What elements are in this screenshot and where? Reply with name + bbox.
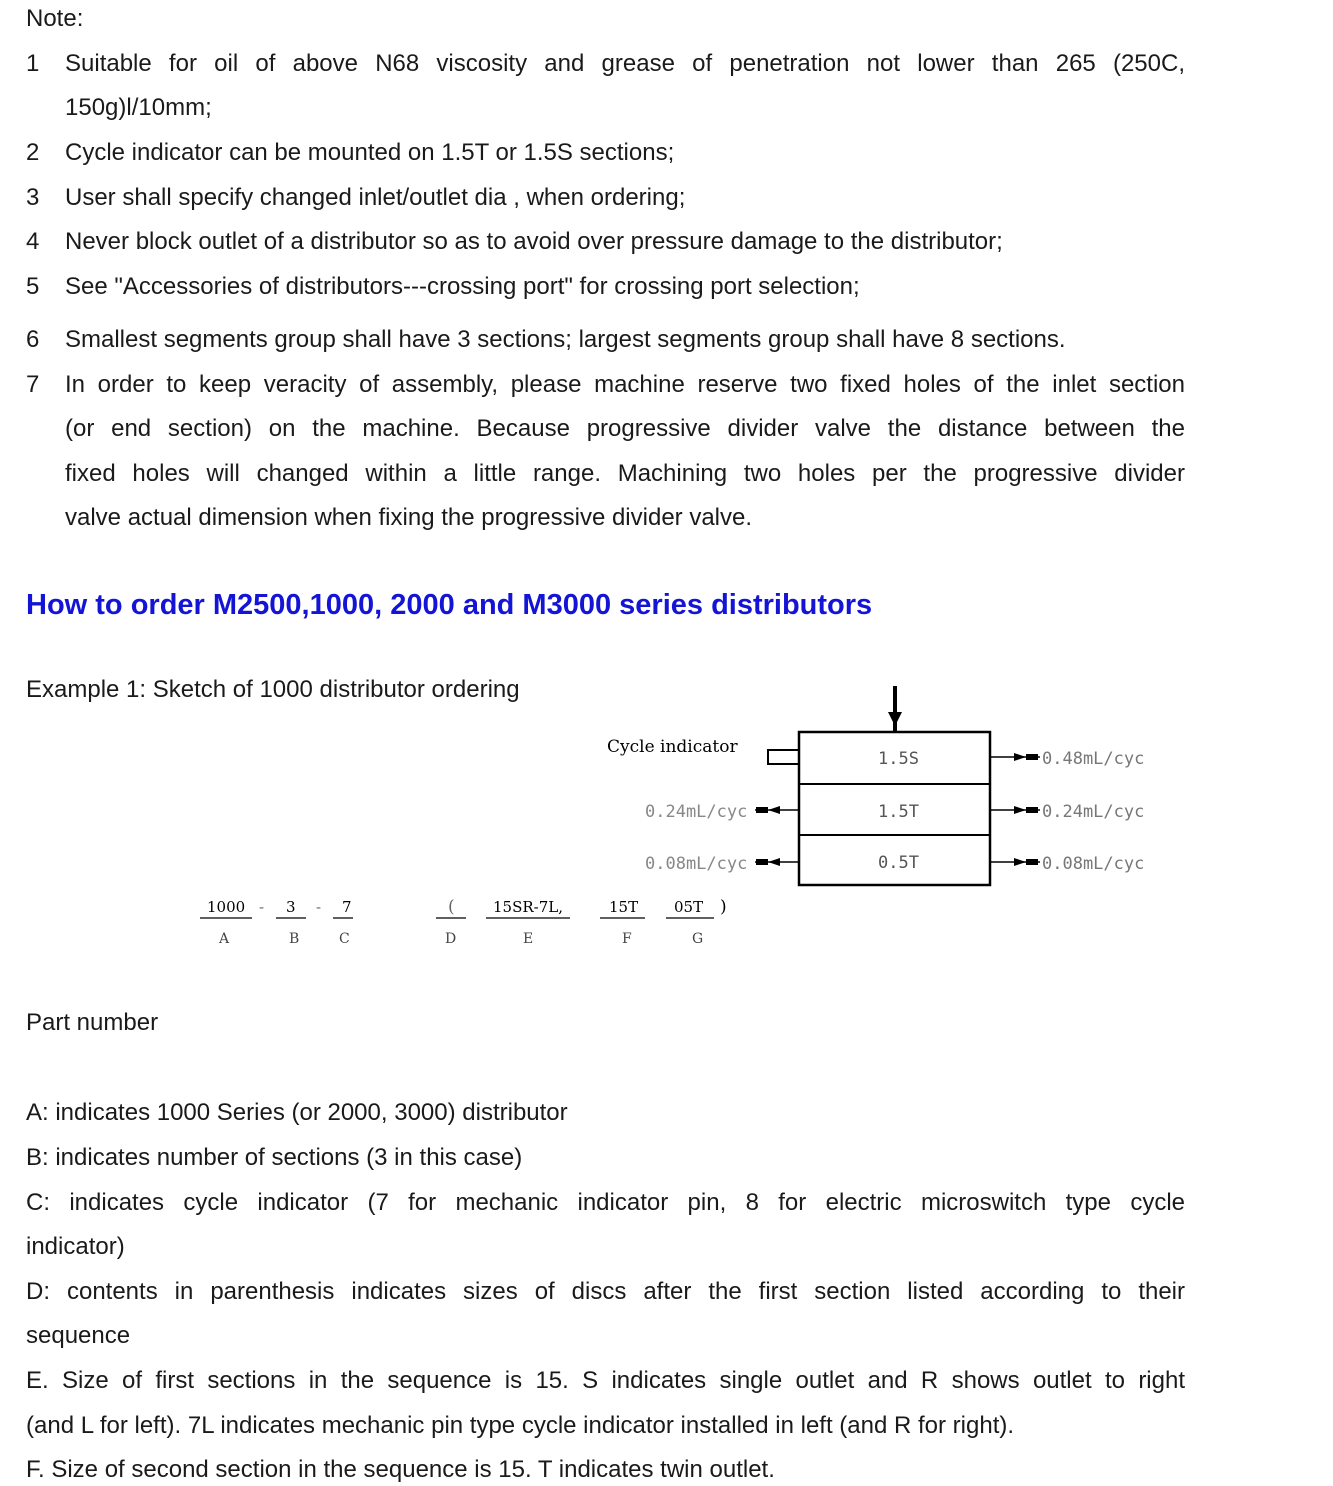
part-number-label: Part number (26, 1009, 159, 1036)
note-item-text: User shall specify changed inlet/outlet dia , when ordering; (65, 184, 686, 211)
cycle-indicator-label: Cycle indicator (607, 737, 738, 757)
note-item-number: 7 (26, 371, 40, 398)
description-line: B: indicates number of sections (3 in this case) (26, 1144, 523, 1171)
code-letter: B (289, 931, 300, 947)
code-part-a: 1000 (207, 898, 246, 916)
code-part-g: 05T (674, 898, 704, 916)
note-item-text: See "Accessories of distributors---crossing port" for crossing port selection; (65, 273, 860, 300)
note-item-text: Never block outlet of a distributor so as to avoid over pressure damage to the distributor; (65, 228, 1003, 255)
code-part-e: 15SR-7L, (493, 898, 563, 916)
code-letter: C (339, 931, 350, 947)
outlet-arrow-icon (1014, 858, 1026, 866)
note-item-text: valve actual dimension when fixing the progressive divider valve. (65, 504, 753, 531)
note-item-text: fixed holes will changed within a little range. Machining two holes per the progressive divider (65, 460, 1185, 487)
section-heading: How to order M2500,1000, 2000 and M3000 series distributors (26, 589, 873, 621)
note-item-number: 6 (26, 326, 40, 353)
outlet-flow-label: 0.08mL/cyc (645, 854, 748, 874)
description-line: indicator) (26, 1233, 125, 1260)
note-item-text: In order to keep veracity of assembly, please machine reserve two fixed holes of the inlet section (65, 371, 1185, 398)
code-letter: G (692, 931, 704, 947)
code-part-c: 7 (342, 898, 352, 916)
code-close-paren: ) (720, 897, 727, 917)
description-line: E. Size of first sections in the sequence is 15. S indicates single outlet and R shows outlet to right (26, 1367, 1185, 1394)
outlet-flow-label: 0.08mL/cyc (1042, 854, 1145, 874)
note-item-text: Smallest segments group shall have 3 sections; largest segments group shall have 8 sections. (65, 326, 1066, 353)
section-label: 1.5S (878, 749, 919, 769)
description-line: (and L for left). 7L indicates mechanic pin type cycle indicator installed in left (and R for right). (26, 1412, 1015, 1439)
note-item-number: 5 (26, 273, 40, 300)
description-line: F. Size of second section in the sequence is 15. T indicates twin outlet. (26, 1456, 775, 1483)
outlet-arrow-icon (768, 858, 780, 866)
section-label: 1.5T (878, 802, 919, 822)
outlet-flow-label: 0.24mL/cyc (1042, 802, 1145, 822)
note-item-text: 150g)l/10mm; (65, 94, 212, 121)
note-item-number: 4 (26, 228, 40, 255)
note-item-number: 1 (26, 50, 40, 77)
note-item-text: Cycle indicator can be mounted on 1.5T or 1.5S sections; (65, 139, 675, 166)
example-label: Example 1: Sketch of 1000 distributor ordering (26, 676, 520, 703)
note-item-text: (or end section) on the machine. Because progressive divider valve the distance between the (65, 415, 1185, 442)
note-item-text: Suitable for oil of above N68 viscosity and grease of penetration not lower than 265 (250C, (65, 50, 1185, 77)
outlet-flow-label: 0.48mL/cyc (1042, 749, 1145, 769)
outlet-arrow-icon (1014, 753, 1026, 761)
code-letter: A (219, 931, 230, 947)
code-open-paren: ( (448, 897, 455, 917)
code-letter: D (445, 931, 457, 947)
code-letter: F (622, 931, 632, 947)
outlet-arrow-icon (768, 806, 780, 814)
note-item-number: 2 (26, 139, 40, 166)
description-line: sequence (26, 1322, 131, 1349)
outlet-flow-label: 0.24mL/cyc (645, 802, 748, 822)
code-part-f: 15T (609, 898, 639, 916)
description-line: A: indicates 1000 Series (or 2000, 3000) distributor (26, 1099, 568, 1126)
outlet-arrow-icon (1014, 806, 1026, 814)
note-title: Note: (26, 5, 84, 32)
code-letter: E (523, 931, 534, 947)
note-item-number: 3 (26, 184, 40, 211)
description-line: C: indicates cycle indicator (7 for mechanic indicator pin, 8 for electric microswitch type cycle (26, 1189, 1185, 1216)
code-dash: - (259, 898, 265, 916)
section-label: 0.5T (878, 853, 919, 873)
inlet-arrow-icon (888, 712, 902, 726)
cycle-indicator-pin (768, 750, 799, 764)
code-dash: - (316, 898, 322, 916)
code-part-b: 3 (286, 898, 296, 916)
description-line: D: contents in parenthesis indicates sizes of discs after the first section listed according to their (26, 1278, 1185, 1305)
